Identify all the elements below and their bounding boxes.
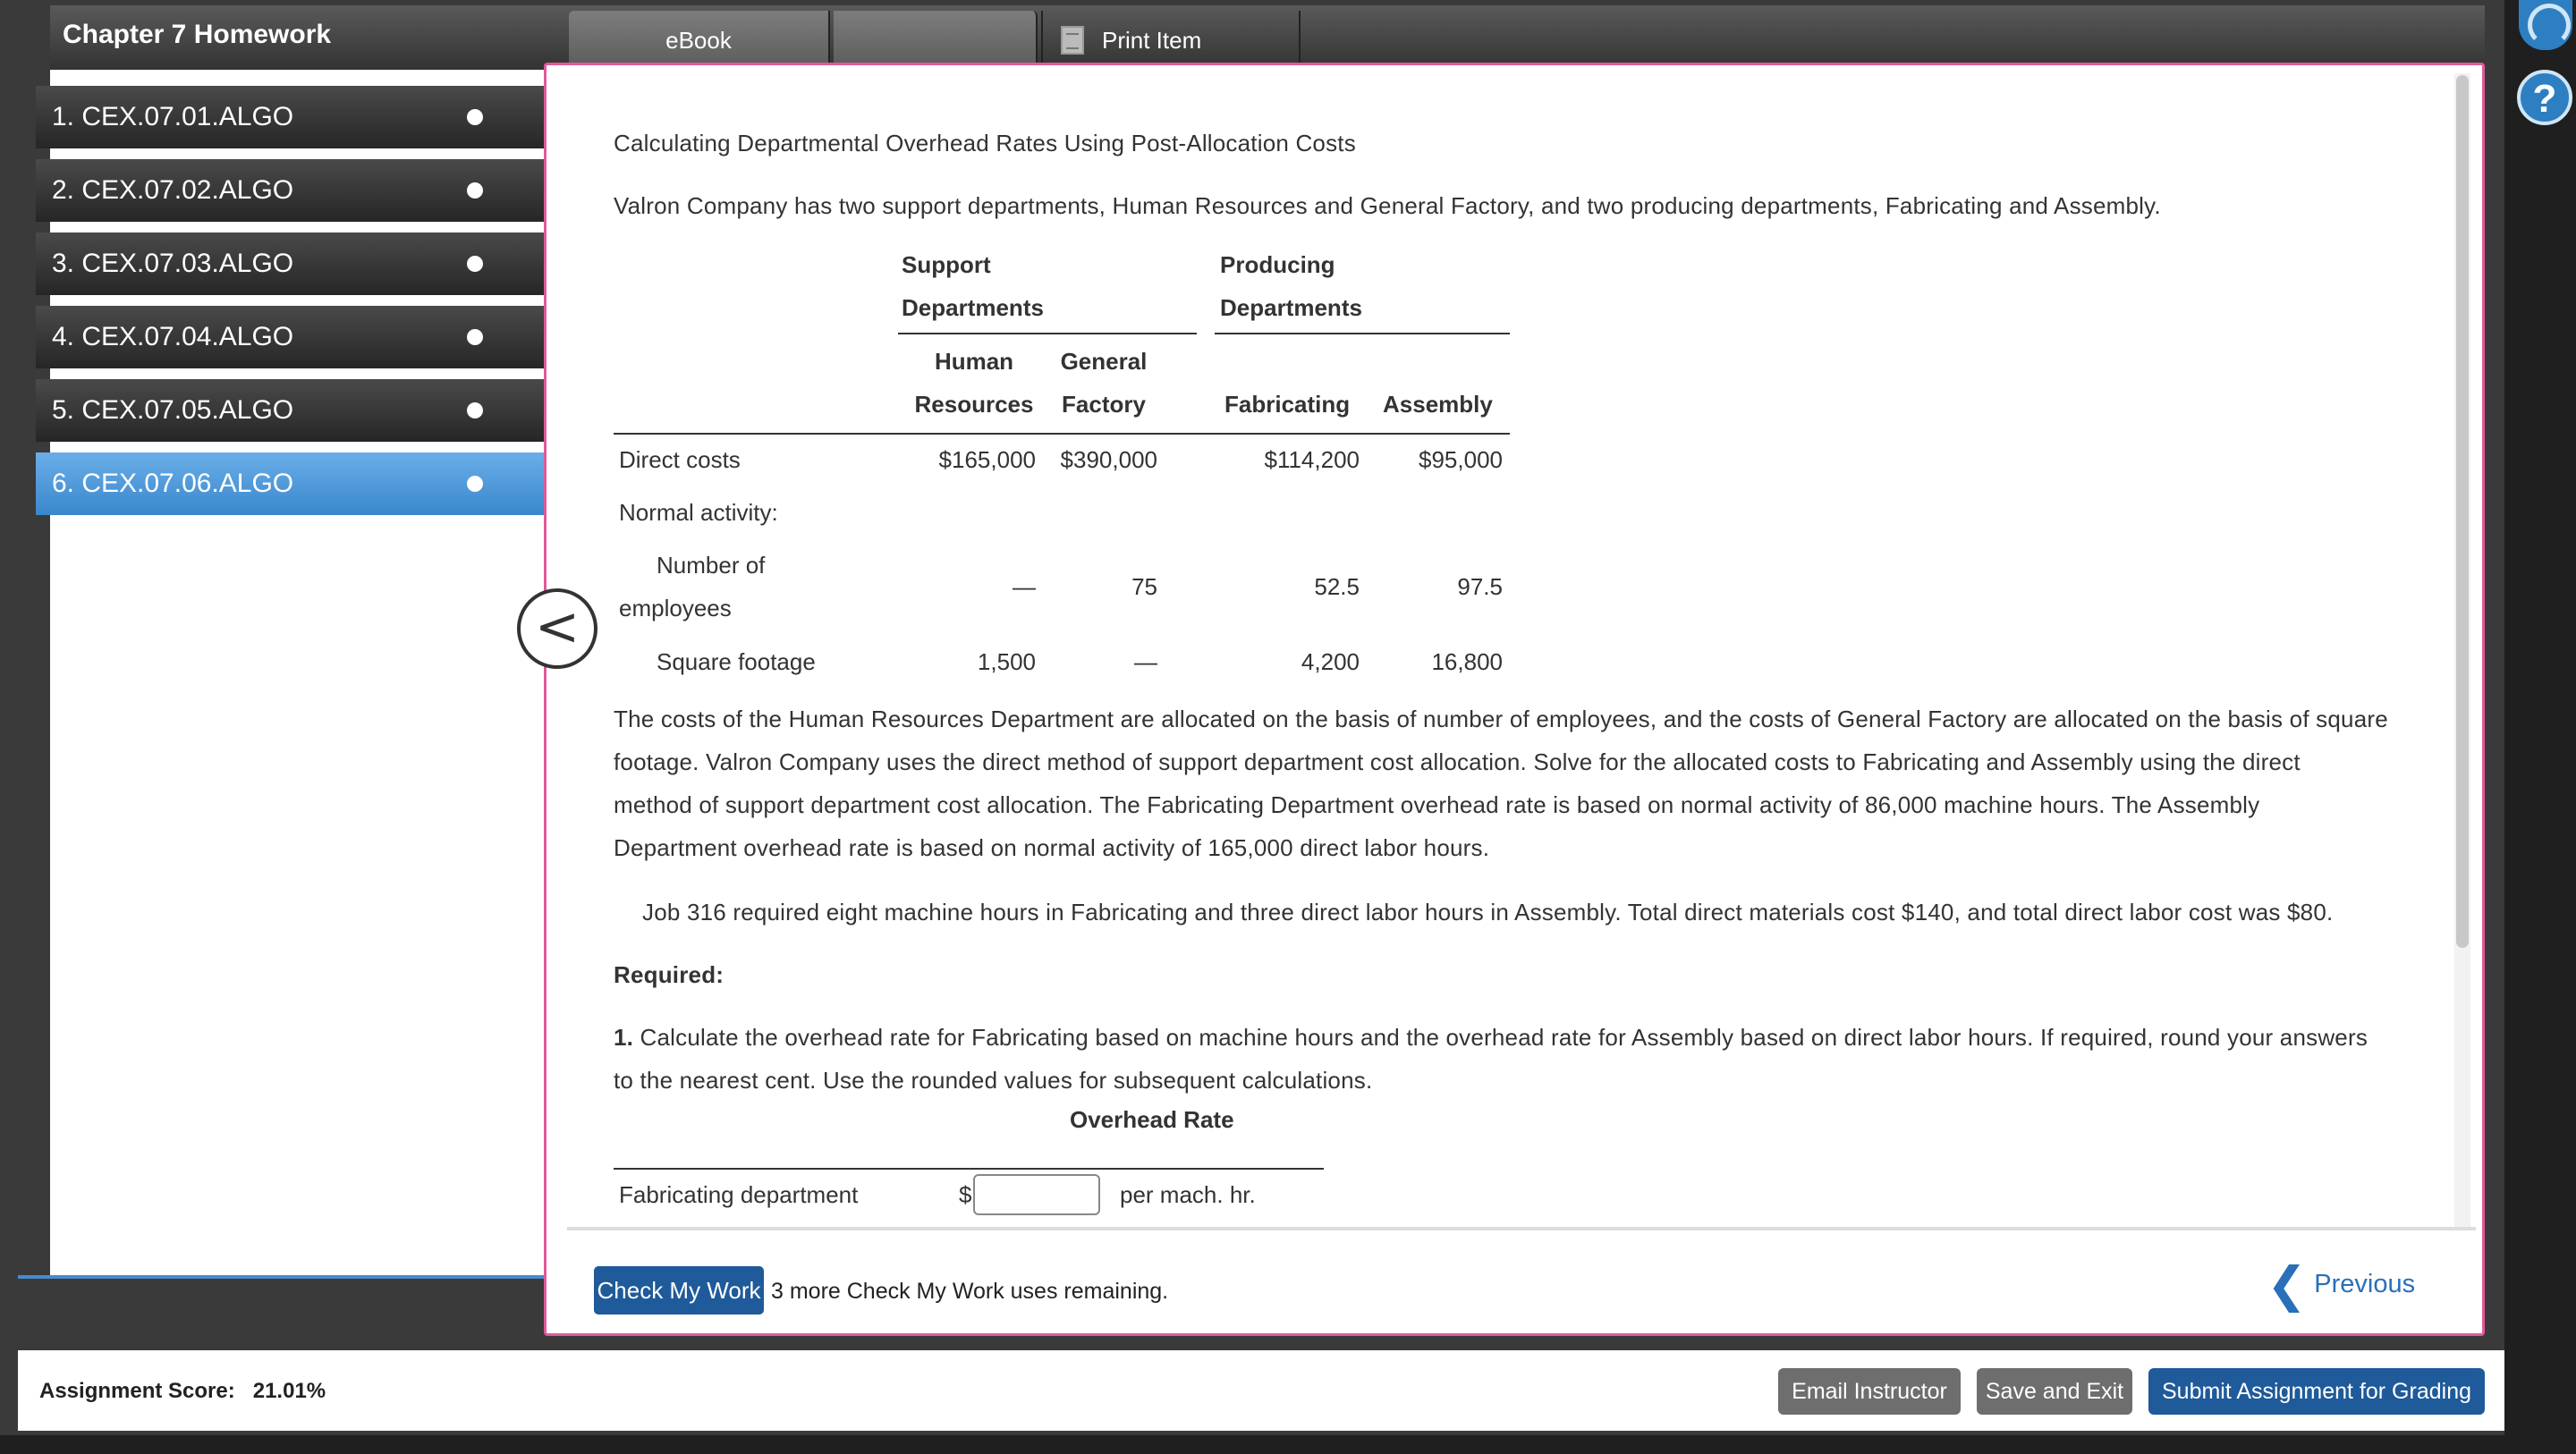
question-1-line1: Calculate the overhead rate for Fabricating based on machine hours and the overhead rate for Assembly based on direct labor hours. If required, round your answers [640,1024,2368,1051]
sidebar-item-q4[interactable] [36,306,551,368]
tab-blank[interactable] [834,11,1038,70]
status-dot-icon [467,256,483,272]
allocation-paragraph [614,697,2388,869]
support-underline [898,333,1197,334]
previous-button[interactable] [2267,1257,2419,1311]
col-gf-line2: Factory [1062,391,1146,418]
cell-emp-fab: 52.5 [1314,573,1360,600]
status-dot-icon [467,476,483,492]
allocation-line1: The costs of the Human Resources Department are allocated on the basis of number of employees, and the costs of General Factory are allocated on the basis of square [614,706,2388,732]
fabricating-row-label: Fabricating department [619,1181,859,1208]
col-asm-header: Assembly [1383,391,1493,418]
header-bar [50,5,2485,70]
cell-direct-hr: $165,000 [938,446,1036,473]
cell-direct-fab: $114,200 [1264,446,1360,473]
question-1 [614,1016,2368,1102]
overhead-rate-header: Overhead Rate [1070,1106,1234,1133]
table-header-rule [614,433,1510,435]
email-instructor-button[interactable]: Email Instructor [1778,1368,1961,1415]
collapse-sidebar-button[interactable]: < [517,588,597,669]
cell-sqft-hr: 1,500 [977,648,1036,675]
problem-intro: Valron Company has two support departments, Human Resources and General Factory, and two producing departments, Fabricating and Assembly. [614,192,2161,219]
group-producing-line2: Departments [1220,294,1362,321]
allocation-line2: footage. Valron Company uses the direct method of support department cost allocation. Solve for the allocated costs to Fabricating and Assembly using the direct [614,748,2301,775]
print-icon [1061,26,1084,55]
sidebar-item-q2[interactable] [36,159,551,222]
row-label-direct-costs: Direct costs [619,446,741,473]
question-sidebar [50,70,544,1325]
previous-label: Previous [2314,1269,2416,1298]
submit-assignment-button[interactable]: Submit Assignment for Grading [2148,1368,2485,1415]
fabricating-rate-input[interactable] [973,1174,1100,1215]
cell-sqft-fab: 4,200 [1301,648,1360,675]
status-dot-icon [467,182,483,199]
rate-unit: per mach. hr. [1120,1181,1256,1208]
assignment-score [39,1379,326,1404]
tab-print-label: Print Item [1102,26,1202,54]
sidebar-item-label: 5. CEX.07.05.ALGO [52,395,294,425]
job-paragraph: Job 316 required eight machine hours in Fabricating and three direct labor hours in Assembly. Total direct materials cost $140, and total direct labor cost was $80. [642,899,2334,926]
problem-heading: Calculating Departmental Overhead Rates Using Post-Allocation Costs [614,130,1356,156]
tab-print-item[interactable] [1041,11,1301,70]
cell-emp-gf: 75 [1131,573,1157,600]
assignment-title: Chapter 7 Homework [63,20,332,49]
tab-ebook[interactable]: eBook [569,11,830,70]
status-dot-icon [467,329,483,345]
group-support-line1: Support [902,251,991,278]
sidebar-item-q1[interactable] [36,86,551,148]
row-label-employees-line2: employees [619,595,732,621]
status-dot-icon [467,109,483,125]
sidebar-item-label: 3. CEX.07.03.ALGO [52,249,294,278]
answer-table-rule [614,1168,1324,1170]
cell-sqft-asm: 16,800 [1431,648,1503,675]
allocation-line4: Department overhead rate is based on normal activity of 165,000 direct labor hours. [614,834,1490,861]
group-producing-line1: Producing [1220,251,1335,278]
currency-symbol: $ [959,1181,972,1208]
action-bar [567,1227,2476,1332]
help-icon[interactable]: ? [2517,70,2572,125]
group-producing-header [1220,243,1362,329]
col-hr-line1: Human [934,348,1014,375]
producing-underline [1215,333,1510,334]
col-gf-header [1050,340,1157,426]
sidebar-item-label: 4. CEX.07.04.ALGO [52,322,294,351]
required-heading: Required: [614,961,724,988]
col-hr-line2: Resources [914,391,1034,418]
cell-emp-asm: 97.5 [1457,573,1503,600]
question-1-number: 1. [614,1024,634,1051]
question-1-line2: to the nearest cent. Use the rounded values for subsequent calculations. [614,1067,1373,1094]
sidebar-item-label: 6. CEX.07.06.ALGO [52,469,294,498]
cell-sqft-gf: — [1134,648,1157,675]
sidebar-item-label: 1. CEX.07.01.ALGO [52,102,294,131]
group-support-line2: Departments [902,294,1044,321]
status-dot-icon [467,402,483,418]
cell-direct-asm: $95,000 [1419,446,1503,473]
save-and-exit-button[interactable]: Save and Exit [1977,1368,2132,1415]
sidebar-item-q6[interactable] [36,452,551,515]
sidebar-divider [18,1275,546,1329]
score-value: 21.01% [252,1379,326,1403]
sidebar-item-q5[interactable] [36,379,551,442]
row-label-normal-activity: Normal activity: [619,499,778,526]
chevron-left-icon: ❮ [2267,1255,2308,1313]
row-label-sqft: Square footage [657,648,816,675]
check-my-work-button[interactable]: Check My Work [594,1266,764,1315]
footer-bar [18,1350,2504,1431]
headset-icon[interactable] [2519,0,2572,50]
cell-direct-gf: $390,000 [1060,446,1157,473]
row-label-employees-line1: Number of [657,552,766,579]
scrollbar-thumb[interactable] [2456,75,2469,948]
row-label-employees [619,544,765,630]
check-remaining-text: 3 more Check My Work uses remaining. [771,1279,1169,1304]
problem-content [567,70,2453,1225]
sidebar-item-label: 2. CEX.07.02.ALGO [52,175,294,205]
col-hr-header [907,340,1041,426]
sidebar-item-q3[interactable] [36,232,551,295]
score-label: Assignment Score: [39,1379,235,1403]
allocation-line3: method of support department cost allocation. The Fabricating Department overhead rate is based on normal activity of 86,000 machine hours. The Assembly [614,791,2260,818]
col-gf-line1: General [1060,348,1148,375]
col-fab-header: Fabricating [1224,391,1351,418]
cell-emp-hr: — [1013,573,1036,600]
group-support-header [902,243,1044,329]
